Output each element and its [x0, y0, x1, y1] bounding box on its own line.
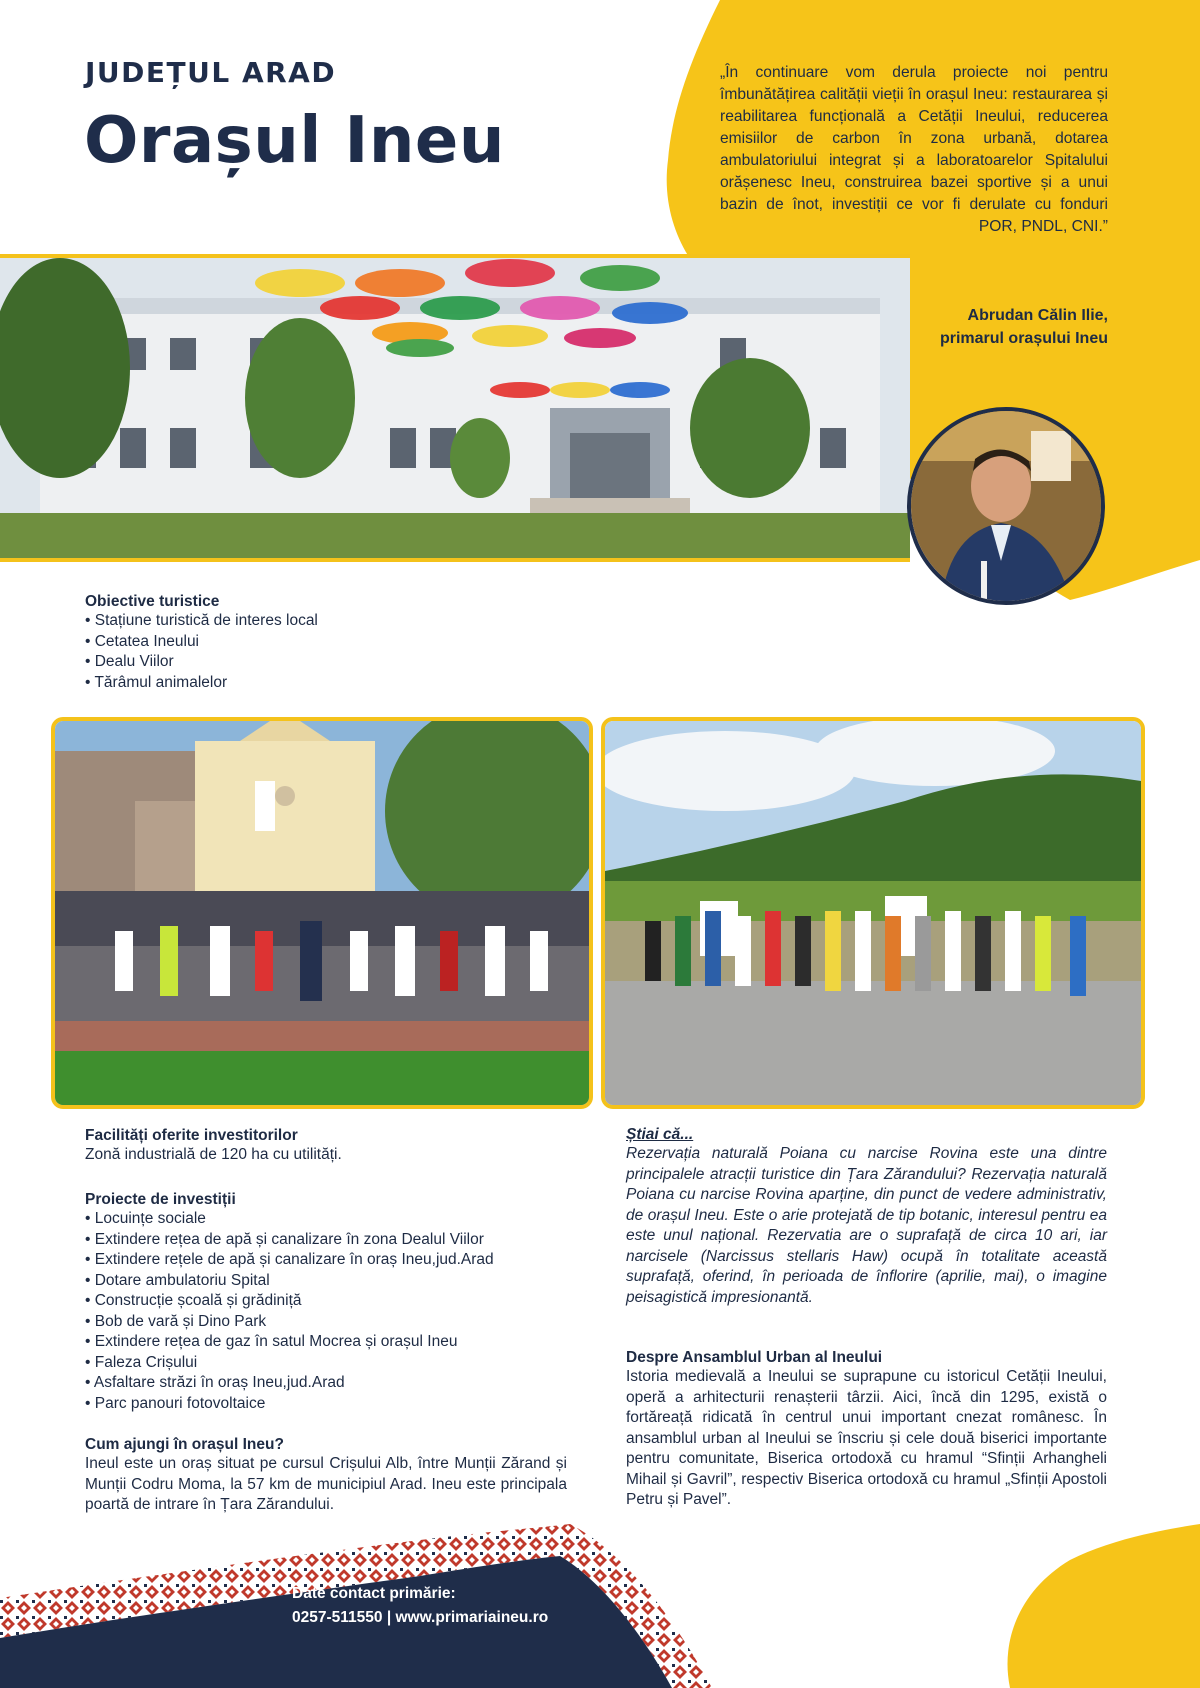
- tourist-objectives: [85, 593, 585, 693]
- author-role: primarul orașului Ineu: [939, 330, 1108, 347]
- list-item: • Tărâmul animalelor: [85, 673, 585, 694]
- list-item: • Construcție școală și grădiniță: [85, 1291, 585, 1312]
- mayor-portrait: [907, 407, 1105, 605]
- investment-projects-list: [85, 1209, 585, 1414]
- contact-info: [292, 1582, 548, 1630]
- list-item: • Dotare ambulatoriu Spital: [85, 1271, 585, 1292]
- list-item: • Asfaltare străzi în oraș Ineu,jud.Arad: [85, 1373, 585, 1394]
- list-item: • Bob de vară și Dino Park: [85, 1312, 585, 1333]
- mayor-quote: „În continuare vom derula proiecte noi pentru îmbunătățirea calității vieții în orașul Ineu: restaurarea și reabilitarea funcțională a Cetății Ineului, reducerea emisiilor de carbon în zona urbană, dotarea ambulatoriului integrat și a laboratoarelor Spitalului orășenesc Ineu, construirea bazei sportive și a unui bazin de înot, investiții ce vor fi derulate cu fonduri POR, PNDL, CNI.”: [720, 64, 1108, 235]
- page-title: Orașul Ineu: [84, 104, 505, 178]
- vineyard-group-photo: [601, 717, 1145, 1109]
- county-title: JUDEȚUL ARAD: [85, 56, 337, 89]
- did-you-know-title: Știai că...: [626, 1126, 694, 1143]
- list-item: • Parc panouri fotovoltaice: [85, 1394, 585, 1415]
- tourist-objectives-list: [85, 611, 585, 693]
- urban-ensemble-title: Despre Ansamblul Urban al Ineului: [626, 1349, 883, 1366]
- how-to-get-there: [85, 1436, 567, 1516]
- list-item: • Extindere rețea de apă și canalizare în zona Dealul Viilor: [85, 1230, 585, 1251]
- contact-value: 0257-511550 | www.primariaineu.ro: [292, 1609, 549, 1626]
- did-you-know: [626, 1126, 1107, 1308]
- urban-ensemble: [626, 1349, 1107, 1511]
- did-you-know-text: Rezervația naturală Poiana cu narcise Rovina este una dintre principalele atracții turistice din Țara Zărandului? Rezervația naturală Poiana cu narcise Rovina aparține, din punct de vedere administrativ, de orașul Ineu. Este o arie protejată de tip botanic, interesul pentru ea este unul național. Rezervatia are o suprafață de circa 10 ari, iar narcisele (Narcissus stellaris Haw) ocupă în totalitate această suprafață, oferind, în perioada de înflorire (aprilie, mai), o imagine peisagistică impresionantă.: [626, 1145, 1107, 1306]
- quote-author: [940, 304, 1108, 350]
- folk-dance-photo: [51, 717, 593, 1109]
- investment-projects: [85, 1191, 585, 1414]
- list-item: • Extindere rețea de gaz în satul Mocrea și orașul Ineu: [85, 1332, 585, 1353]
- how-to-get-there-title: Cum ajungi în orașul Ineu?: [85, 1436, 284, 1453]
- list-item: • Cetatea Ineului: [85, 632, 585, 653]
- investor-facilities: [85, 1127, 585, 1166]
- author-name: Abrudan Călin Ilie,: [967, 307, 1108, 324]
- list-item: • Stațiune turistică de interes local: [85, 611, 585, 632]
- list-item: • Faleza Crișului: [85, 1353, 585, 1374]
- list-item: • Dealu Viilor: [85, 652, 585, 673]
- urban-ensemble-text: Istoria medievală a Ineului se suprapune cu istoricul Cetății Ineului, operă a arhitecturii renașterii târzii. Aici, încă din 1295, există o fortăreață ridicată în centrul unui important cnezat românesc. În ansamblul urban al Ineului se înscriu și cele două biserici importante pentru comunitate, Biserica ortodoxă cu hramul “Sfinții Arhangheli Mihail și Gavril”, respectiv Biserica ortodoxă cu hramul „Sfinții Apostoli Petru și Pavel”.: [626, 1368, 1107, 1508]
- investment-projects-title: Proiecte de investiții: [85, 1191, 236, 1208]
- list-item: • Locuințe sociale: [85, 1209, 585, 1230]
- contact-label: Date contact primărie:: [292, 1585, 456, 1602]
- city-hall-photo: [0, 254, 910, 562]
- how-to-get-there-text: Ineul este un oraș situat pe cursul Crișului Alb, între Munții Zărand și Munții Codru Moma, la 57 km de municipiul Arad. Ineu este principala poartă de intrare în Țara Zărandului.: [85, 1455, 567, 1513]
- list-item: • Extindere rețele de apă și canalizare în oraș Ineu,jud.Arad: [85, 1250, 585, 1271]
- investor-facilities-text: Zonă industrială de 120 ha cu utilități.: [85, 1146, 342, 1163]
- footer-decoration: [0, 1520, 1200, 1688]
- tourist-objectives-title: Obiective turistice: [85, 593, 220, 610]
- investor-facilities-title: Facilități oferite investitorilor: [85, 1127, 298, 1144]
